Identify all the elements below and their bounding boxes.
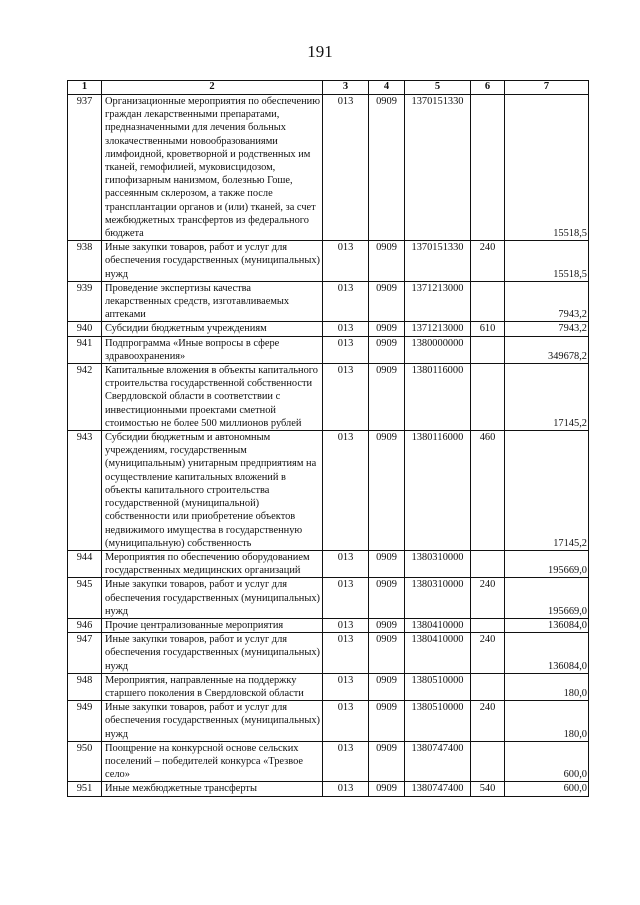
amount-cell: 136084,0	[505, 633, 589, 674]
ministry-code-cell: 013	[323, 741, 369, 782]
ministry-code-cell: 013	[323, 364, 369, 431]
table-row	[68, 322, 589, 336]
section-code-cell: 0909	[369, 336, 405, 363]
section-code-cell: 0909	[369, 241, 405, 282]
amount-cell: 180,0	[505, 701, 589, 742]
ministry-code-cell: 013	[323, 336, 369, 363]
table-row	[68, 701, 589, 742]
row-number-cell: 945	[68, 578, 102, 619]
expense-type-cell	[471, 618, 505, 632]
item-name-cell: Прочие централизованные мероприятия	[102, 618, 323, 632]
target-article-cell: 1370151330	[405, 95, 471, 241]
table-row	[68, 431, 589, 551]
section-code-cell: 0909	[369, 633, 405, 674]
section-code-cell: 0909	[369, 782, 405, 796]
table-row	[68, 241, 589, 282]
header-col-4: 4	[369, 81, 405, 95]
target-article-cell: 1380310000	[405, 550, 471, 577]
header-col-6: 6	[471, 81, 505, 95]
ministry-code-cell: 013	[323, 281, 369, 322]
table-header-row	[68, 81, 589, 95]
expense-type-cell: 240	[471, 633, 505, 674]
ministry-code-cell: 013	[323, 550, 369, 577]
ministry-code-cell: 013	[323, 241, 369, 282]
section-code-cell: 0909	[369, 431, 405, 551]
ministry-code-cell: 013	[323, 322, 369, 336]
item-name-cell: Иные закупки товаров, работ и услуг для обеспечения государственных (муниципальных) нужд	[102, 633, 323, 674]
target-article-cell: 1380116000	[405, 364, 471, 431]
amount-cell: 195669,0	[505, 550, 589, 577]
row-number-cell: 943	[68, 431, 102, 551]
section-code-cell: 0909	[369, 701, 405, 742]
amount-cell: 7943,2	[505, 322, 589, 336]
table-row	[68, 633, 589, 674]
header-col-3: 3	[323, 81, 369, 95]
row-number-cell: 949	[68, 701, 102, 742]
amount-cell: 15518,5	[505, 241, 589, 282]
amount-cell: 15518,5	[505, 95, 589, 241]
expense-type-cell	[471, 364, 505, 431]
header-col-5: 5	[405, 81, 471, 95]
item-name-cell: Проведение экспертизы качества лекарственных средств, изготавливаемых аптеками	[102, 281, 323, 322]
amount-cell: 600,0	[505, 741, 589, 782]
expense-type-cell	[471, 95, 505, 241]
section-code-cell: 0909	[369, 364, 405, 431]
item-name-cell: Субсидии бюджетным и автономным учреждениям, государственным (муниципальным) унитарным предприятиям на осуществление капитальных вложений в объекты капитального строительства государственной (муниципальной) собственности или приобретение объектов недвижимого имущества в государственную (муниципальную) собственность	[102, 431, 323, 551]
ministry-code-cell: 013	[323, 701, 369, 742]
amount-cell: 136084,0	[505, 618, 589, 632]
amount-cell: 180,0	[505, 673, 589, 700]
amount-cell: 17145,2	[505, 431, 589, 551]
section-code-cell: 0909	[369, 322, 405, 336]
row-number-cell: 950	[68, 741, 102, 782]
row-number-cell: 947	[68, 633, 102, 674]
ministry-code-cell: 013	[323, 673, 369, 700]
table-row	[68, 550, 589, 577]
ministry-code-cell: 013	[323, 633, 369, 674]
expense-type-cell: 540	[471, 782, 505, 796]
expense-type-cell: 460	[471, 431, 505, 551]
row-number-cell: 946	[68, 618, 102, 632]
table-row	[68, 95, 589, 241]
item-name-cell: Иные закупки товаров, работ и услуг для обеспечения государственных (муниципальных) нужд	[102, 701, 323, 742]
target-article-cell: 1380410000	[405, 618, 471, 632]
target-article-cell: 1380116000	[405, 431, 471, 551]
target-article-cell: 1371213000	[405, 281, 471, 322]
amount-cell: 349678,2	[505, 336, 589, 363]
target-article-cell: 1370151330	[405, 241, 471, 282]
item-name-cell: Мероприятия, направленные на поддержку старшего поколения в Свердловской области	[102, 673, 323, 700]
target-article-cell: 1380310000	[405, 578, 471, 619]
amount-cell: 195669,0	[505, 578, 589, 619]
expense-type-cell	[471, 741, 505, 782]
target-article-cell: 1380000000	[405, 336, 471, 363]
section-code-cell: 0909	[369, 578, 405, 619]
expense-type-cell: 610	[471, 322, 505, 336]
section-code-cell: 0909	[369, 618, 405, 632]
table-row	[68, 364, 589, 431]
item-name-cell: Поощрение на конкурсной основе сельских поселений – победителей конкурса «Трезвое село»	[102, 741, 323, 782]
expense-type-cell	[471, 281, 505, 322]
table-row	[68, 741, 589, 782]
item-name-cell: Иные закупки товаров, работ и услуг для обеспечения государственных (муниципальных) нужд	[102, 241, 323, 282]
table-row	[68, 336, 589, 363]
target-article-cell: 1380510000	[405, 673, 471, 700]
row-number-cell: 940	[68, 322, 102, 336]
ministry-code-cell: 013	[323, 782, 369, 796]
amount-cell: 17145,2	[505, 364, 589, 431]
header-col-7: 7	[505, 81, 589, 95]
amount-cell: 600,0	[505, 782, 589, 796]
item-name-cell: Иные межбюджетные трансферты	[102, 782, 323, 796]
row-number-cell: 941	[68, 336, 102, 363]
row-number-cell: 948	[68, 673, 102, 700]
section-code-cell: 0909	[369, 550, 405, 577]
section-code-cell: 0909	[369, 95, 405, 241]
row-number-cell: 937	[68, 95, 102, 241]
expense-type-cell: 240	[471, 701, 505, 742]
row-number-cell: 951	[68, 782, 102, 796]
row-number-cell: 944	[68, 550, 102, 577]
target-article-cell: 1380410000	[405, 633, 471, 674]
amount-cell: 7943,2	[505, 281, 589, 322]
ministry-code-cell: 013	[323, 431, 369, 551]
section-code-cell: 0909	[369, 673, 405, 700]
item-name-cell: Подпрограмма «Иные вопросы в сфере здравоохранения»	[102, 336, 323, 363]
table-row	[68, 673, 589, 700]
page-number: 191	[307, 42, 333, 61]
ministry-code-cell: 013	[323, 618, 369, 632]
row-number-cell: 938	[68, 241, 102, 282]
expense-type-cell	[471, 550, 505, 577]
budget-table	[67, 80, 589, 797]
expense-type-cell	[471, 673, 505, 700]
item-name-cell: Капитальные вложения в объекты капитального строительства государственной собственности Свердловской области в соответствии с инвестиционными проектами сметной стоимостью не более 500 миллионов рублей	[102, 364, 323, 431]
table-row	[68, 618, 589, 632]
table-row	[68, 281, 589, 322]
row-number-cell: 942	[68, 364, 102, 431]
item-name-cell: Мероприятия по обеспечению оборудованием государственных медицинских организаций	[102, 550, 323, 577]
section-code-cell: 0909	[369, 741, 405, 782]
target-article-cell: 1380747400	[405, 782, 471, 796]
ministry-code-cell: 013	[323, 578, 369, 619]
section-code-cell: 0909	[369, 281, 405, 322]
target-article-cell: 1371213000	[405, 322, 471, 336]
item-name-cell: Субсидии бюджетным учреждениям	[102, 322, 323, 336]
row-number-cell: 939	[68, 281, 102, 322]
target-article-cell: 1380510000	[405, 701, 471, 742]
item-name-cell: Иные закупки товаров, работ и услуг для обеспечения государственных (муниципальных) нужд	[102, 578, 323, 619]
table-row	[68, 782, 589, 796]
header-col-1: 1	[68, 81, 102, 95]
expense-type-cell: 240	[471, 241, 505, 282]
ministry-code-cell: 013	[323, 95, 369, 241]
table-row	[68, 578, 589, 619]
target-article-cell: 1380747400	[405, 741, 471, 782]
header-col-2: 2	[102, 81, 323, 95]
item-name-cell: Организационные мероприятия по обеспечению граждан лекарственными препаратами, предназначенными для лечения больных злокачественными новообразованиями лимфоидной, кроветворной и родственных им тканей, гемофилией, муковисцидозом, гипофизарным нанизмом, болезнью Гоше, рассеянным склерозом, а также после трансплантации органов и (или) тканей, за счет межбюджетных трансфертов из федерального бюджета	[102, 95, 323, 241]
expense-type-cell: 240	[471, 578, 505, 619]
expense-type-cell	[471, 336, 505, 363]
